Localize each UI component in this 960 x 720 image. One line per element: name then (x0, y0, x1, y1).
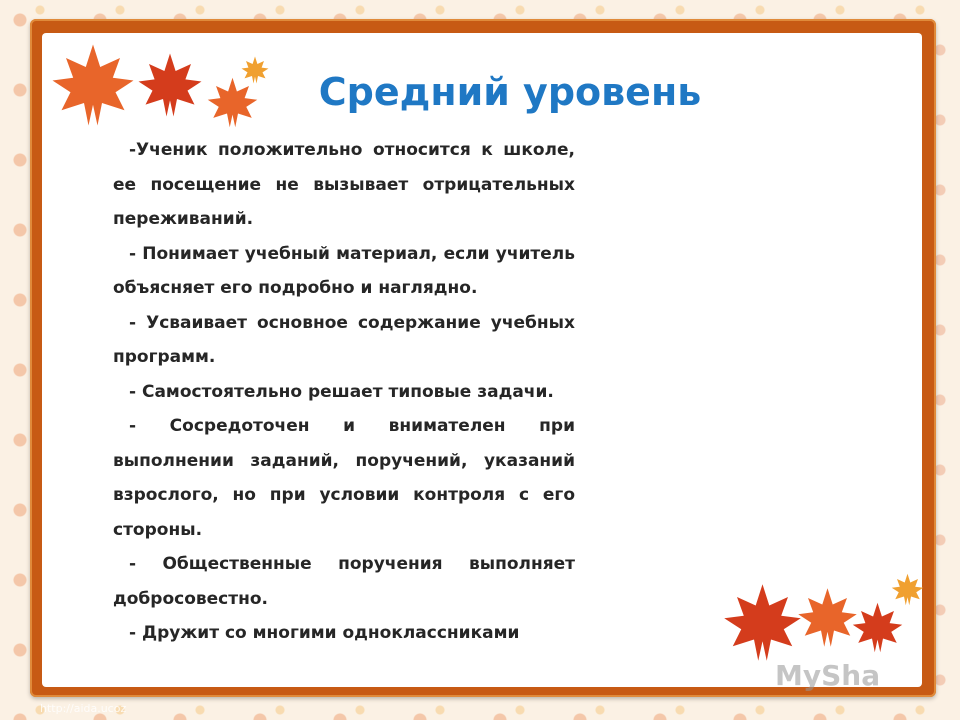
body-paragraph: - Дружит со многими одноклассниками (129, 623, 520, 643)
maple-leaf-icon (850, 600, 905, 655)
maple-leaf-icon (720, 580, 805, 665)
body-paragraph: - Усваивает основное содержание учебных программ. (113, 312, 575, 367)
body-paragraph: - Понимает учебный материал, если учитель объясняет его подробно и наглядно. (113, 243, 575, 298)
slide-title: Средний уровень (318, 70, 702, 114)
body-paragraph: - Общественные поручения выполняет добросовестно. (113, 554, 575, 609)
body-paragraph: -Ученик положительно относится к школе, ее посещение не вызывает отрицательных переживаний. (113, 140, 575, 229)
url-stamp: http://aida.ucoz (40, 702, 127, 715)
body-paragraph: - Самостоятельно решает типовые задачи. (129, 381, 554, 402)
maple-leaf-icon (890, 572, 925, 607)
slide-body (113, 133, 575, 651)
body-paragraph: - Сосредоточен и внимателен при выполнении заданий, поручений, указаний взрослого, но при условии контроля с его стороны. (113, 416, 575, 540)
mysha-watermark: MySha (775, 659, 881, 692)
